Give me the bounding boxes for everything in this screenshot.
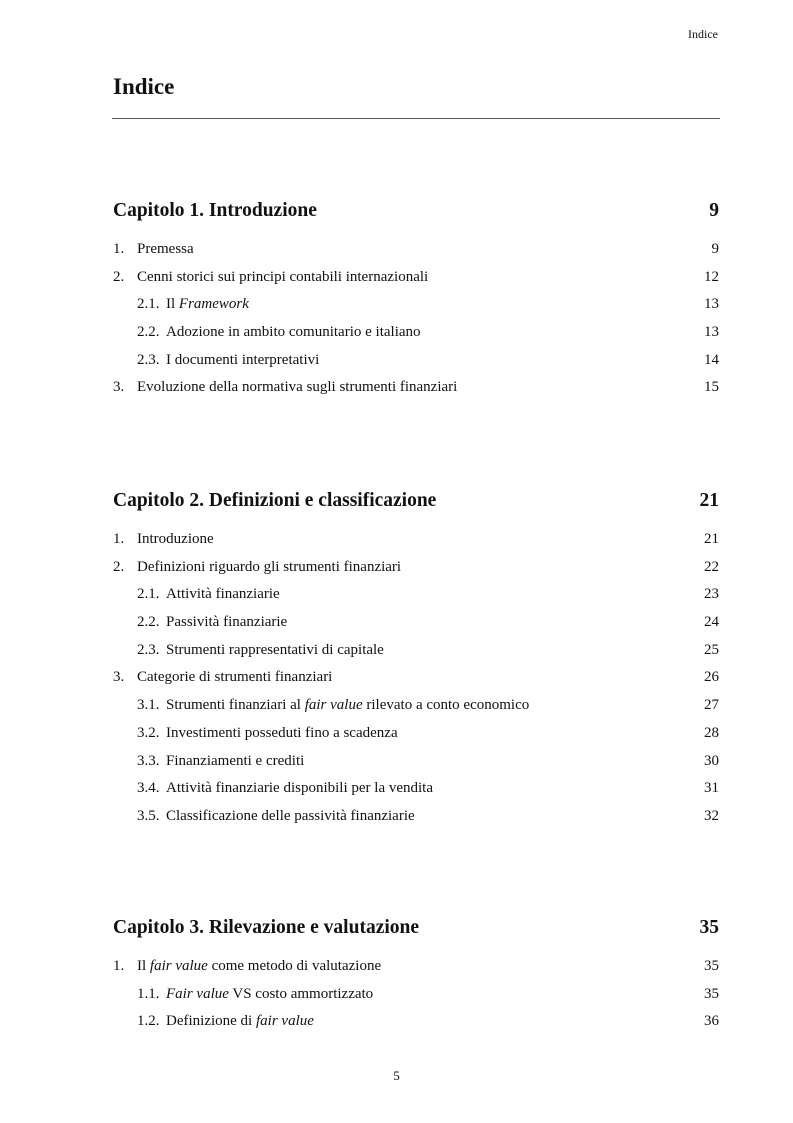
entry-title: Finanziamenti e crediti bbox=[166, 752, 305, 769]
entry-title: Definizioni riguardo gli strumenti finanziari bbox=[137, 558, 402, 575]
entry-page: 32 bbox=[704, 807, 719, 824]
entry-number: 1. bbox=[113, 241, 125, 257]
entry-title: Investimenti posseduti fino a scadenza bbox=[166, 724, 398, 741]
toc-subentry[interactable] bbox=[113, 1011, 719, 1039]
entry-number: 1.1. bbox=[137, 985, 160, 1002]
entry-title: Attività finanziarie disponibili per la vendita bbox=[166, 780, 434, 797]
entry-title-post: rilevato a conto economico bbox=[362, 697, 530, 714]
entry-page: 31 bbox=[704, 780, 719, 797]
chapter-page: 9 bbox=[709, 200, 719, 221]
entry-page: 24 bbox=[704, 614, 719, 631]
entry-title: Categorie di strumenti finanziari bbox=[137, 669, 333, 686]
chapter-heading[interactable] bbox=[113, 915, 719, 941]
page-number: 5 bbox=[393, 1068, 400, 1083]
entry-page: 14 bbox=[704, 351, 719, 368]
toc-entry[interactable] bbox=[113, 667, 719, 695]
toc-subentry[interactable] bbox=[113, 751, 719, 779]
entry-title: Strumenti rappresentativi di capitale bbox=[166, 641, 384, 658]
chapter-title: Capitolo 1. Introduzione bbox=[113, 200, 317, 221]
entry-page: 13 bbox=[704, 296, 719, 313]
toc-subentry[interactable] bbox=[113, 584, 719, 612]
entry-number: 3.1. bbox=[137, 697, 160, 714]
chapter-3 bbox=[113, 915, 719, 1039]
entry-page: 35 bbox=[704, 985, 719, 1002]
toc-subentry[interactable] bbox=[113, 640, 719, 668]
toc-subentry[interactable] bbox=[113, 778, 719, 806]
entry-title: Adozione in ambito comunitario e italiano bbox=[166, 324, 421, 341]
entry-page: 26 bbox=[704, 669, 719, 686]
entry-page: 23 bbox=[704, 586, 719, 603]
toc-subentry[interactable] bbox=[113, 695, 719, 723]
toc-subentry[interactable] bbox=[113, 322, 719, 350]
entry-title-italic: Framework bbox=[178, 296, 249, 313]
entry-title: Introduzione bbox=[137, 531, 214, 547]
entry-page: 12 bbox=[704, 268, 719, 285]
toc-entry[interactable] bbox=[113, 267, 719, 295]
toc-entry[interactable] bbox=[113, 557, 719, 585]
toc-entry[interactable] bbox=[113, 529, 719, 557]
entry-page: 25 bbox=[704, 641, 719, 658]
entry-number: 2.1. bbox=[137, 296, 160, 313]
chapter-title: Capitolo 3. Rilevazione e valutazione bbox=[113, 917, 420, 938]
chapter-1 bbox=[113, 198, 719, 405]
entry-page: 9 bbox=[711, 241, 719, 257]
entry-number: 3.5. bbox=[137, 807, 160, 824]
entry-number: 3.4. bbox=[137, 780, 160, 797]
entry-number: 3. bbox=[113, 669, 125, 686]
entry-page: 27 bbox=[704, 697, 719, 714]
entry-number: 2.3. bbox=[137, 641, 160, 658]
entry-page: 15 bbox=[704, 379, 719, 396]
entry-page: 13 bbox=[704, 324, 719, 341]
running-head: Indice bbox=[688, 27, 718, 41]
chapter-title: Capitolo 2. Definizioni e classificazione bbox=[113, 490, 437, 511]
entry-title: Premessa bbox=[137, 241, 194, 257]
entry-number: 3.2. bbox=[137, 724, 160, 741]
entry-title-pre: Strumenti finanziari al bbox=[166, 697, 305, 714]
entry-title-italic: fair value bbox=[149, 958, 208, 974]
chapter-2 bbox=[113, 488, 719, 834]
toc-entry[interactable] bbox=[113, 377, 719, 405]
entry-title: Evoluzione della normativa sugli strumenti finanziari bbox=[137, 379, 458, 396]
entry-title: I documenti interpretativi bbox=[166, 351, 320, 368]
entry-title: Attività finanziarie bbox=[166, 586, 280, 603]
entry-number: 1. bbox=[113, 531, 125, 547]
entry-page: 30 bbox=[704, 752, 719, 769]
entry-title-post: VS costo ammortizzato bbox=[228, 985, 374, 1002]
chapter-heading[interactable] bbox=[113, 198, 719, 224]
entry-number: 2.3. bbox=[137, 351, 160, 368]
entry-title: Cenni storici sui principi contabili internazionali bbox=[137, 268, 429, 285]
entry-title-pre: Il bbox=[166, 296, 179, 313]
entry-number: 2.2. bbox=[137, 614, 160, 631]
entry-title-italic: Fair value bbox=[166, 985, 229, 1002]
title-rule bbox=[112, 118, 720, 119]
entry-number: 3. bbox=[113, 379, 125, 396]
entry-title-pre: Definizione di bbox=[166, 1013, 256, 1030]
toc-subentry[interactable] bbox=[113, 806, 719, 834]
toc-subentry[interactable] bbox=[113, 723, 719, 751]
entry-title bbox=[166, 984, 373, 1004]
entry-number: 2. bbox=[113, 268, 125, 285]
toc-entry[interactable] bbox=[113, 239, 719, 267]
toc-entry[interactable] bbox=[113, 956, 719, 984]
entry-title bbox=[137, 956, 381, 976]
entry-title: Passività finanziarie bbox=[166, 614, 288, 631]
entry-title bbox=[166, 294, 249, 314]
chapter-page: 35 bbox=[699, 917, 719, 938]
entry-number: 1.2. bbox=[137, 1013, 160, 1030]
entry-title: Classificazione delle passività finanziarie bbox=[166, 807, 415, 824]
entry-page: 28 bbox=[704, 724, 719, 741]
entry-page: 21 bbox=[704, 531, 719, 547]
entry-title-post: come metodo di valutazione bbox=[207, 958, 382, 974]
entry-title bbox=[166, 1011, 314, 1031]
toc-subentry[interactable] bbox=[113, 294, 719, 322]
entry-number: 3.3. bbox=[137, 752, 160, 769]
entry-number: 2.1. bbox=[137, 586, 160, 603]
entry-title-pre: Il bbox=[137, 958, 150, 974]
entry-number: 2.2. bbox=[137, 324, 160, 341]
toc-subentry[interactable] bbox=[113, 612, 719, 640]
page-title: Indice bbox=[113, 74, 175, 99]
entry-title-italic: fair value bbox=[304, 697, 363, 714]
entry-number: 2. bbox=[113, 558, 125, 575]
toc-subentry[interactable] bbox=[113, 984, 719, 1012]
entry-number: 1. bbox=[113, 958, 125, 974]
entry-page: 22 bbox=[704, 558, 719, 575]
toc-subentry[interactable] bbox=[113, 350, 719, 378]
entry-title bbox=[166, 695, 529, 715]
entry-page: 36 bbox=[704, 1013, 719, 1030]
entry-page: 35 bbox=[704, 958, 719, 974]
chapter-page: 21 bbox=[699, 490, 719, 511]
entry-title-italic: fair value bbox=[255, 1013, 314, 1030]
chapter-heading[interactable] bbox=[113, 488, 719, 514]
